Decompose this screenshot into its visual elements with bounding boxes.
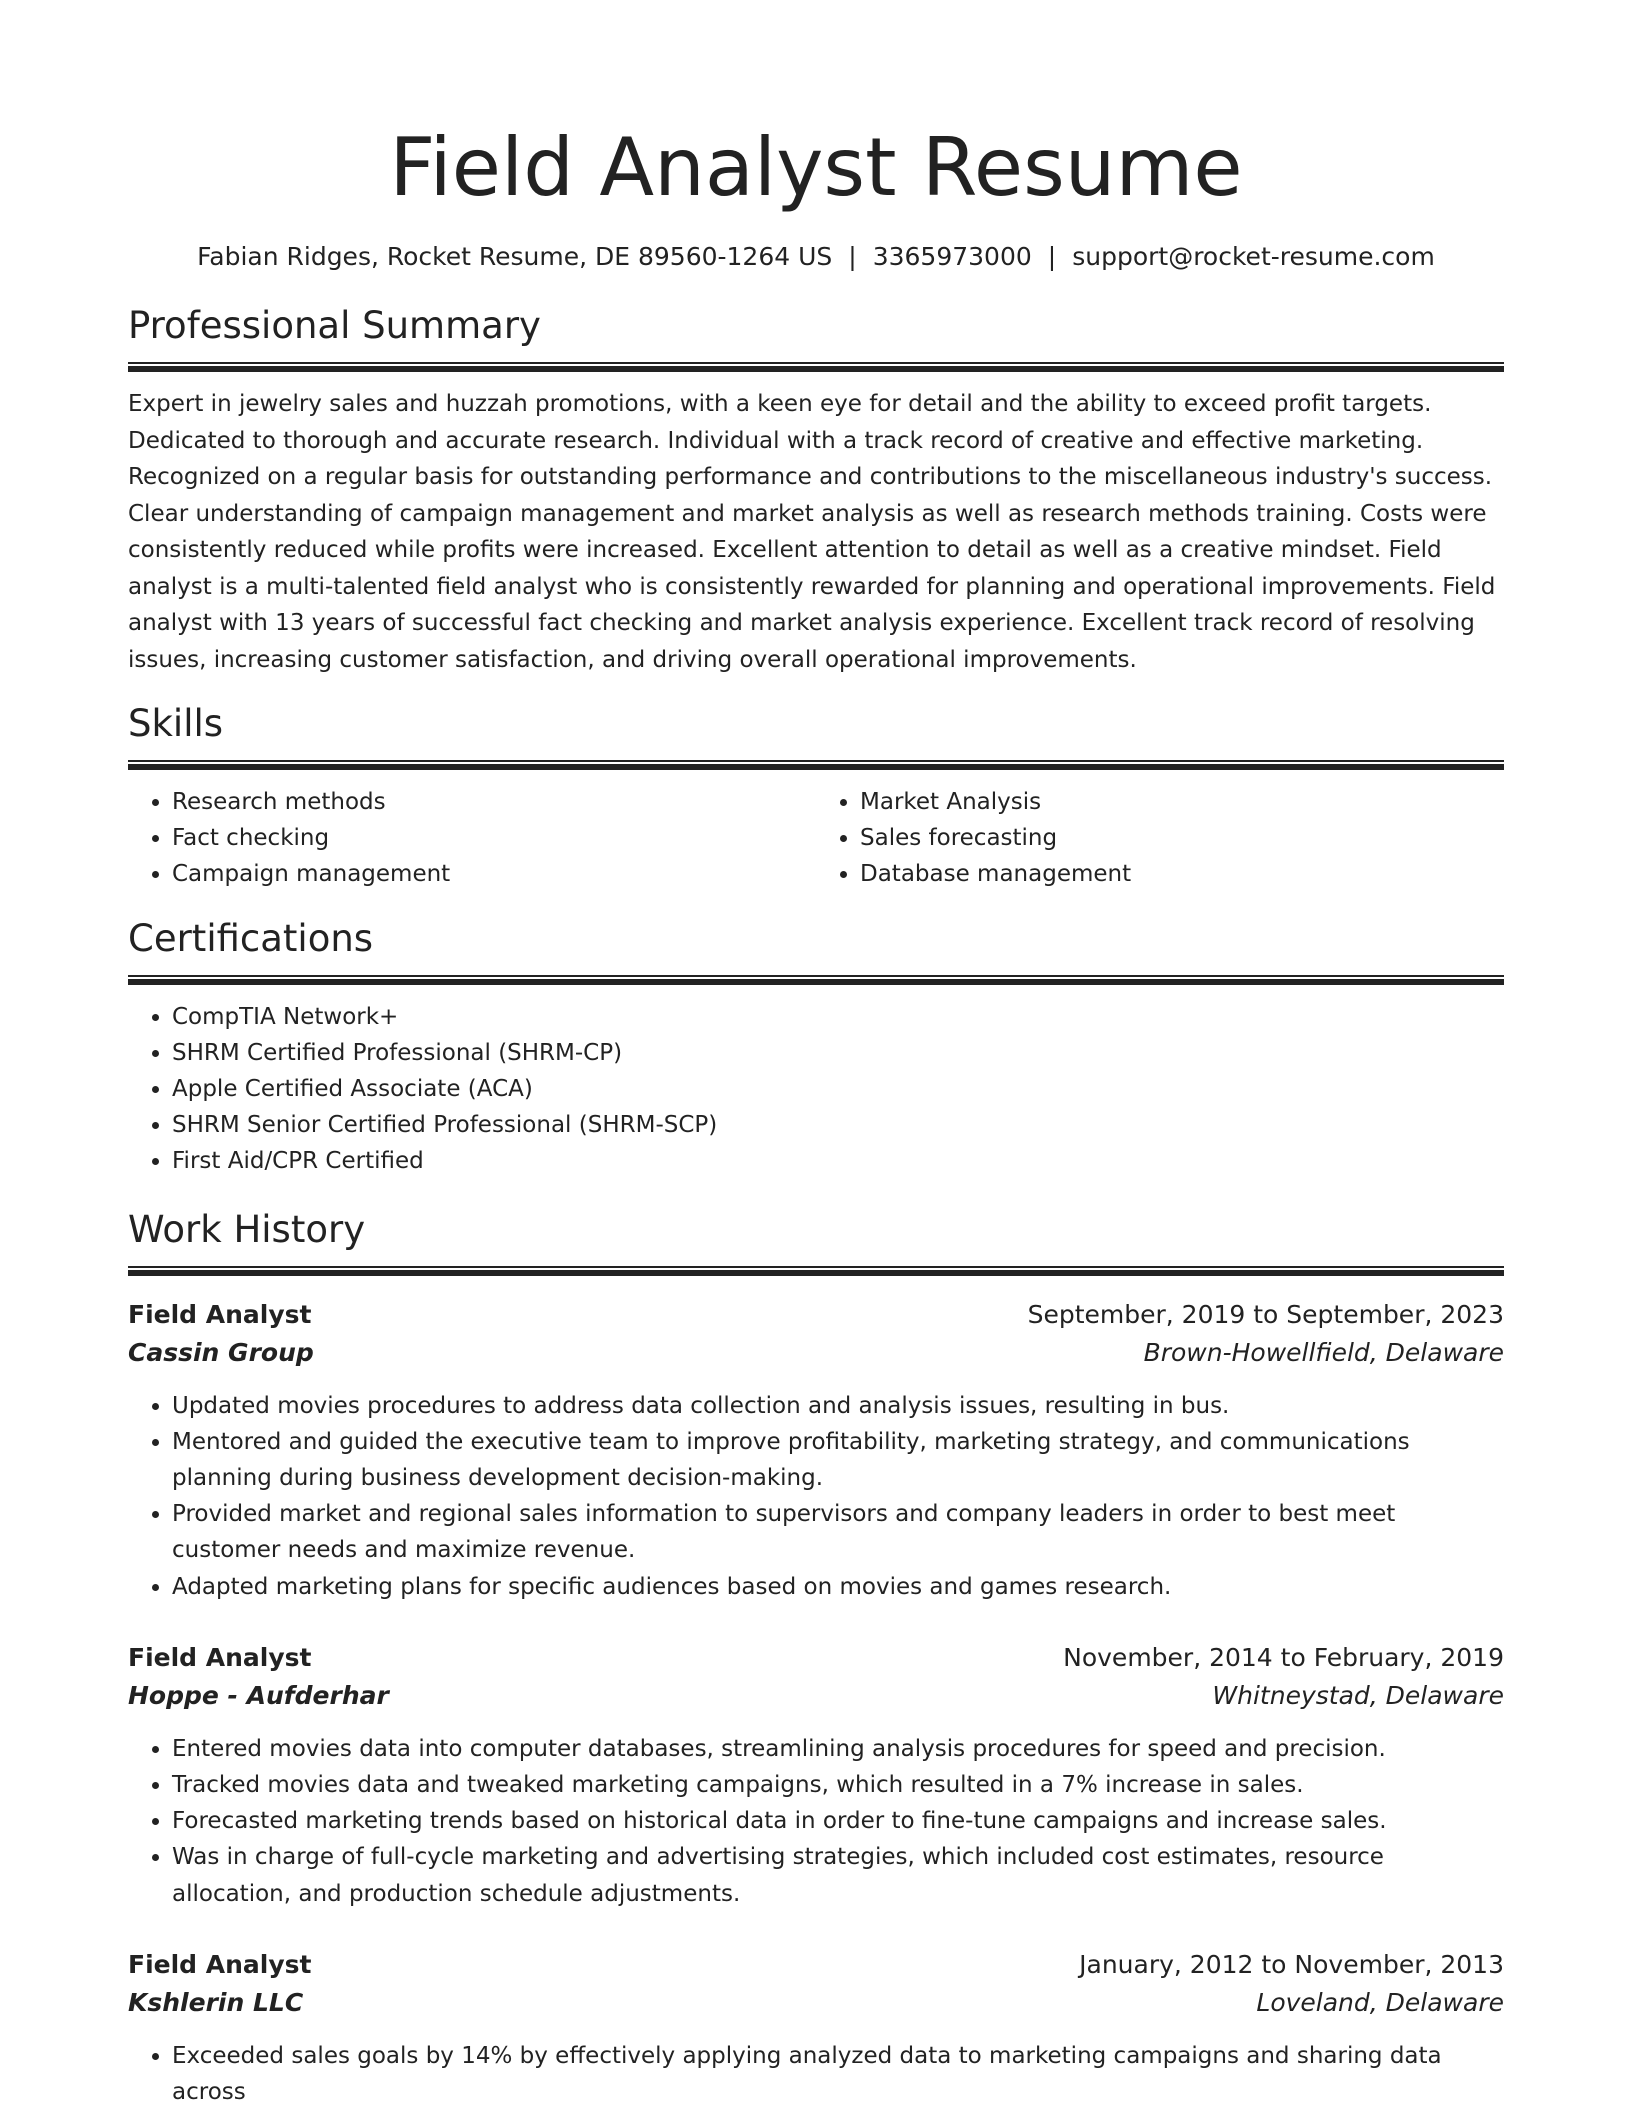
section-divider xyxy=(128,760,1504,770)
certifications-list xyxy=(128,999,1504,1180)
job-location: Loveland, Delaware xyxy=(1256,1987,1504,2017)
contact-address: Fabian Ridges, Rocket Resume, DE 89560-1264 US xyxy=(197,242,833,271)
skills-list-left xyxy=(128,784,816,893)
certification-item: • SHRM Certified Professional (SHRM-CP) xyxy=(172,1035,1504,1071)
job-bullet: • Mentored and guided the executive team to improve profitability, marketing strategy, and communications planning during business development decision-making. xyxy=(172,1424,1504,1496)
skills-section xyxy=(128,700,1504,893)
skill-item: • Research methods xyxy=(172,784,816,820)
job-header-row xyxy=(128,1946,1504,1984)
skill-item: • Market Analysis xyxy=(860,784,1504,820)
skills-list-right xyxy=(816,784,1504,893)
certifications-section xyxy=(128,915,1504,1180)
contact-line xyxy=(128,240,1504,274)
resume-title: Field Analyst Resume xyxy=(389,121,1243,214)
job-header-row xyxy=(128,1639,1504,1677)
summary-heading: Professional Summary xyxy=(128,304,541,347)
job-bullet: • Provided market and regional sales information to supervisors and company leaders in order to best meet customer needs and maximize revenue. xyxy=(172,1496,1504,1568)
job-entry xyxy=(128,1296,1504,1605)
summary-section xyxy=(128,302,1504,678)
certification-item: • CompTIA Network+ xyxy=(172,999,1504,1035)
contact-phone: 3365973000 xyxy=(872,242,1032,271)
resume-content xyxy=(128,0,1504,2110)
work-history-heading: Work History xyxy=(128,1207,366,1251)
skill-item: • Fact checking xyxy=(172,820,816,856)
job-dates: January, 2012 to November, 2013 xyxy=(1079,1949,1504,1979)
job-title: Field Analyst xyxy=(128,1642,312,1672)
job-bullet: • Updated movies procedures to address data collection and analysis issues, resulting in bus. xyxy=(172,1388,1504,1424)
job-entry xyxy=(128,1639,1504,1912)
certifications-heading: Certifications xyxy=(128,916,374,960)
work-history-section xyxy=(128,1206,1504,2111)
certification-item: • First Aid/CPR Certified xyxy=(172,1143,1504,1179)
job-bullet: • Entered movies data into computer databases, streamlining analysis procedures for speed and precision. xyxy=(172,1731,1504,1767)
job-company: Hoppe - Aufderhar xyxy=(128,1680,389,1710)
job-bullet: • Exceeded sales goals by 14% by effectively applying analyzed data to marketing campaigns and sharing data across xyxy=(172,2038,1504,2110)
section-divider xyxy=(128,362,1504,372)
contact-separator: | xyxy=(1047,242,1057,271)
job-location: Whitneystad, Delaware xyxy=(1212,1680,1504,1710)
job-location: Brown-Howellfield, Delaware xyxy=(1143,1337,1504,1367)
section-divider xyxy=(128,975,1504,985)
skill-item: • Campaign management xyxy=(172,856,816,892)
contact-email: support@rocket-resume.com xyxy=(1072,242,1435,271)
job-bullet: • Forecasted marketing trends based on historical data in order to fine-tune campaigns and increase sales. xyxy=(172,1803,1504,1839)
job-bullets xyxy=(128,2038,1504,2110)
certification-item: • SHRM Senior Certified Professional (SHRM-SCP) xyxy=(172,1107,1504,1143)
skill-item: • Sales forecasting xyxy=(860,820,1504,856)
job-company: Cassin Group xyxy=(128,1337,314,1367)
job-company: Kshlerin LLC xyxy=(128,1987,304,2017)
job-bullet: • Adapted marketing plans for specific audiences based on movies and games research. xyxy=(172,1569,1504,1605)
section-divider xyxy=(128,1266,1504,1276)
certification-item: • Apple Certified Associate (ACA) xyxy=(172,1071,1504,1107)
summary-text: Expert in jewelry sales and huzzah promotions, with a keen eye for detail and the ability to exceed profit targets. Dedicated to thorough and accurate research. Individual with a track record of creative and effective marketing. Recognized on a regular basis for outstanding performance and contributions to the miscellaneous industry's success. Clear understanding of campaign management and market analysis as well as research methods training. Costs were consistently reduced while profits were increased. Excellent attention to detail as well as a creative mindset. Field analyst is a multi-talented field analyst who is consistently rewarded for planning and operational improvements. Field analyst with 13 years of successful fact checking and market analysis experience. Excellent track record of resolving issues, increasing customer satisfaction, and driving overall operational improvements. xyxy=(128,391,1496,673)
job-entry xyxy=(128,1946,1504,2110)
job-dates: September, 2019 to September, 2023 xyxy=(1027,1299,1504,1329)
skills-heading: Skills xyxy=(128,702,224,745)
job-title: Field Analyst xyxy=(128,1949,312,1979)
job-subheader-row xyxy=(128,1984,1504,2022)
job-bullet: • Was in charge of full-cycle marketing and advertising strategies, which included cost estimates, resource allocation, and production schedule adjustments. xyxy=(172,1839,1504,1911)
job-bullets xyxy=(128,1731,1504,1912)
skill-item: • Database management xyxy=(860,856,1504,892)
job-bullets xyxy=(128,1388,1504,1605)
job-subheader-row xyxy=(128,1677,1504,1715)
job-dates: November, 2014 to February, 2019 xyxy=(1063,1642,1504,1672)
contact-separator: | xyxy=(848,242,857,271)
skills-columns xyxy=(128,784,1504,893)
job-bullet: • Tracked movies data and tweaked marketing campaigns, which resulted in a 7% increase in sales. xyxy=(172,1767,1504,1803)
job-header-row xyxy=(128,1296,1504,1334)
job-title: Field Analyst xyxy=(128,1299,312,1329)
job-subheader-row xyxy=(128,1334,1504,1372)
